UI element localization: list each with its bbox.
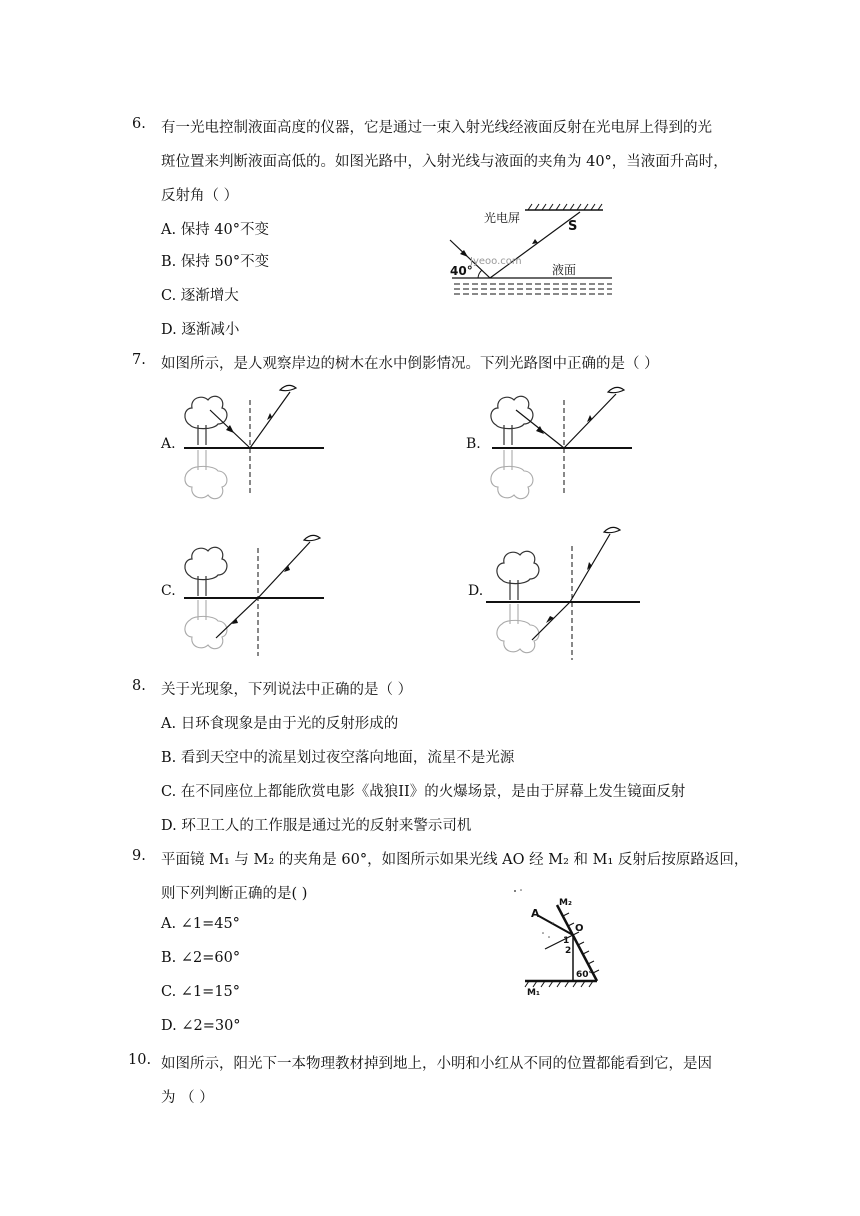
- reflection-icon: [497, 604, 539, 653]
- reflection-icon: [185, 450, 227, 499]
- tree-icon: [497, 551, 539, 600]
- a-label: A: [531, 907, 540, 920]
- question-text: 关于光现象，下列说法中正确的是（ ）: [161, 682, 413, 698]
- question-number: 10.: [128, 1052, 152, 1068]
- screen-label: 光电屏: [484, 211, 521, 225]
- angle-label: 40°: [450, 264, 473, 278]
- eye-icon: [280, 385, 296, 390]
- option-d: D. 逐渐减小: [161, 322, 240, 338]
- eye-icon: [604, 527, 620, 532]
- angle-2-label: 2: [565, 946, 572, 956]
- question-text: 反射角（ ）: [161, 188, 239, 204]
- eye-icon: [608, 387, 624, 392]
- question-text: 斑位置来判断液面高低的。如图光路中，入射光线与液面的夹角为 40°，当液面升高时，: [161, 154, 728, 170]
- question-number: 7.: [132, 352, 146, 368]
- question-text: 则下列判断正确的是( ): [161, 886, 308, 902]
- eye-icon: [304, 535, 320, 540]
- option-d: D. 环卫工人的工作服是通过光的反射来警示司机: [161, 818, 472, 834]
- angle-label: 60°: [576, 970, 594, 980]
- question-text: 有一光电控制液面高度的仪器，它是通过一束入射光线经液面反射在光电屏上得到的光: [161, 120, 712, 136]
- tree-icon: [185, 547, 227, 596]
- option-d: D. ∠2=30°: [161, 1018, 241, 1034]
- option-b: B. ∠2=60°: [161, 950, 241, 966]
- figure-label-c: C.: [161, 583, 176, 599]
- mirror-figure: [505, 885, 615, 1005]
- o-label: O: [575, 923, 584, 934]
- reflection-icon: [185, 600, 227, 649]
- diagram-c: [180, 528, 330, 658]
- option-b: B. 看到天空中的流星划过夜空落向地面，流星不是光源: [161, 750, 515, 766]
- question-number: 6.: [132, 116, 146, 132]
- question-number: 8.: [132, 678, 146, 694]
- option-c: C. 在不同座位上都能欣赏电影《战狼II》的火爆场景，是由于屏幕上发生镜面反射: [161, 784, 686, 800]
- option-b: B. 保持 50°不变: [161, 254, 270, 270]
- figure-label-a: A.: [161, 436, 176, 452]
- figure-label-d: D.: [468, 583, 484, 599]
- watermark: Jyeoo.com: [470, 256, 522, 267]
- angle-1-label: 1: [563, 936, 570, 946]
- liquid-label: 液面: [552, 263, 577, 277]
- option-a: A. 保持 40°不变: [161, 222, 269, 238]
- m1-label: M₁: [527, 988, 540, 998]
- figure-label-b: B.: [466, 436, 481, 452]
- s-label: S: [568, 219, 578, 234]
- light-sensor-figure: [440, 200, 620, 300]
- question-number: 9.: [132, 848, 146, 864]
- option-c: C. ∠1=15°: [161, 984, 241, 1000]
- diagram-b: [486, 380, 636, 500]
- reflection-icon: [491, 450, 533, 499]
- question-text: 平面镜 M₁ 与 M₂ 的夹角是 60°，如图所示如果光线 AO 经 M₂ 和 M₁ 反射后按原路返回，: [161, 852, 749, 868]
- option-c: C. 逐渐增大: [161, 288, 239, 304]
- question-text: 如图所示，是人观察岸边的树木在水中倒影情况。下列光路图中正确的是（ ）: [161, 356, 659, 372]
- m2-label: M₂: [559, 898, 572, 908]
- tree-icon: [491, 396, 533, 445]
- question-text: 如图所示，阳光下一本物理教材掉到地上，小明和小红从不同的位置都能看到它，是因: [161, 1056, 712, 1072]
- option-a: A. ∠1=45°: [161, 916, 240, 932]
- diagram-a: [180, 380, 330, 500]
- diagram-d: [484, 522, 644, 662]
- question-text: 为 （ ）: [161, 1090, 214, 1106]
- option-a: A. 日环食现象是由于光的反射形成的: [161, 716, 399, 732]
